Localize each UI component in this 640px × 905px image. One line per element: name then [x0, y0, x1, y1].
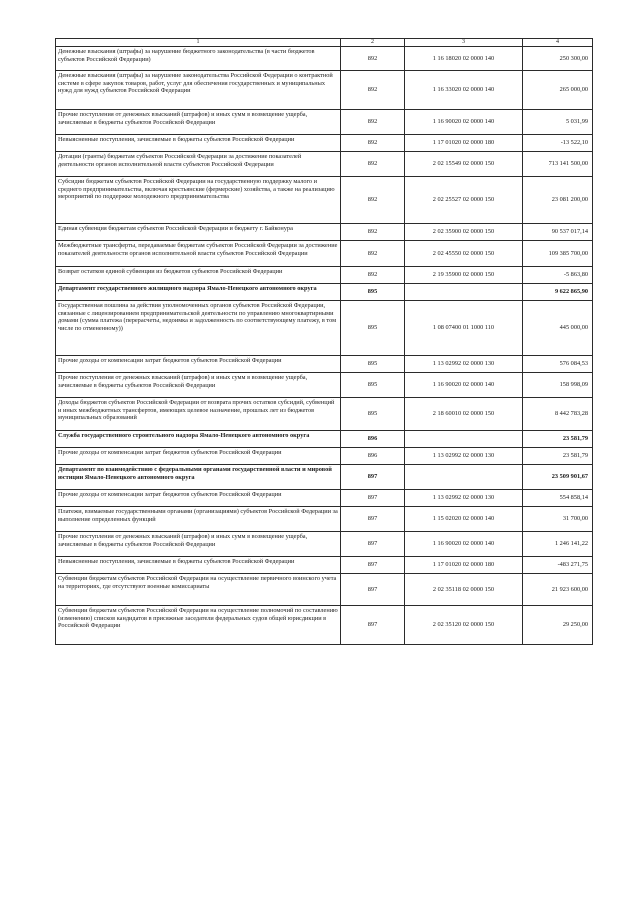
row-budget-code: 2 02 35900 02 0000 150	[405, 224, 523, 241]
row-admin-code: 896	[341, 431, 405, 448]
row-amount: 23 581,79	[523, 448, 593, 465]
row-budget-code: 2 02 25527 02 0000 150	[405, 177, 523, 224]
row-admin-code: 892	[341, 152, 405, 177]
row-admin-code: 896	[341, 448, 405, 465]
row-name: Прочие поступления от денежных взысканий (штрафов) и иных сумм в возмещение ущерба, зачисляемые в бюджеты субъектов Российской Федерации	[56, 373, 341, 398]
row-name: Дотации (гранты) бюджетам субъектов Российской Федерации за достижение показателей деятельности органов исполнительной власти субъектов Российской Федерации	[56, 152, 341, 177]
row-amount: 109 385 700,00	[523, 241, 593, 267]
row-admin-code: 895	[341, 373, 405, 398]
table-row	[56, 267, 593, 284]
row-name: Прочие доходы от компенсации затрат бюджетов субъектов Российской Федерации	[56, 356, 341, 373]
row-name: Единая субвенция бюджетам субъектов Российской Федерации и бюджету г. Байконура	[56, 224, 341, 241]
row-amount: 158 998,09	[523, 373, 593, 398]
row-name: Денежные взыскания (штрафы) за нарушение бюджетного законодательства (в части бюджетов субъектов Российской Федерации)	[56, 47, 341, 71]
row-admin-code: 892	[341, 135, 405, 152]
column-number-4: 4	[523, 39, 593, 47]
row-name: Департамент по взаимодействию с федеральными органами государственной власти и мировой юстиции Ямало-Ненецкого автономного округа	[56, 465, 341, 490]
row-budget-code: 1 13 02992 02 0000 130	[405, 490, 523, 507]
row-amount: 265 000,00	[523, 71, 593, 110]
row-admin-code: 892	[341, 47, 405, 71]
row-admin-code: 897	[341, 557, 405, 574]
table-row	[56, 557, 593, 574]
row-amount: 23 081 200,00	[523, 177, 593, 224]
row-budget-code: 2 18 60010 02 0000 150	[405, 398, 523, 431]
row-admin-code: 892	[341, 71, 405, 110]
row-budget-code: 2 19 35900 02 0000 150	[405, 267, 523, 284]
row-name: Возврат остатков единой субвенции из бюджетов субъектов Российской Федерации	[56, 267, 341, 284]
row-amount: 9 622 865,90	[523, 284, 593, 301]
section-header-row	[56, 431, 593, 448]
table-row	[56, 224, 593, 241]
row-name: Субвенции бюджетам субъектов Российской Федерации на осуществление первичного воинского учета на территориях, где отсутствуют военные комиссариаты	[56, 574, 341, 606]
row-amount: -483 271,75	[523, 557, 593, 574]
table-row	[56, 177, 593, 224]
table-row	[56, 532, 593, 557]
row-budget-code	[405, 431, 523, 448]
row-name: Невыясненные поступления, зачисляемые в бюджеты субъектов Российской Федерации	[56, 557, 341, 574]
row-budget-code: 1 17 01020 02 0000 180	[405, 557, 523, 574]
row-admin-code: 892	[341, 267, 405, 284]
row-budget-code: 2 02 45550 02 0000 150	[405, 241, 523, 267]
row-amount: 445 000,00	[523, 301, 593, 356]
row-name: Доходы бюджетов субъектов Российской Федерации от возврата прочих остатков субсидий, субвенций и иных межбюджетных трансфертов, имеющих целевое назначение, прошлых лет из бюджетов муниципальных образований	[56, 398, 341, 431]
row-amount: 29 250,00	[523, 606, 593, 645]
row-admin-code: 895	[341, 398, 405, 431]
row-amount: 1 246 141,22	[523, 532, 593, 557]
row-budget-code: 1 15 02020 02 0000 140	[405, 507, 523, 532]
table-row	[56, 490, 593, 507]
row-name: Государственная пошлина за действия уполномоченных органов субъектов Российской Федерации, связанные с лицензированием предпринимательской деятельности по управлению многоквартирными домами (сумма платежа (перерасчеты, недоимка и задолженность по соответствующему платежу, в том числе по отмененному))	[56, 301, 341, 356]
table-row	[56, 574, 593, 606]
row-budget-code: 2 02 15549 02 0000 150	[405, 152, 523, 177]
row-amount: -13 522,10	[523, 135, 593, 152]
row-budget-code: 1 16 90020 02 0000 140	[405, 532, 523, 557]
row-admin-code: 892	[341, 224, 405, 241]
row-admin-code: 897	[341, 532, 405, 557]
row-budget-code: 1 17 01020 02 0000 180	[405, 135, 523, 152]
revenue-table	[55, 38, 593, 645]
row-name: Прочие доходы от компенсации затрат бюджетов субъектов Российской Федерации	[56, 490, 341, 507]
row-amount: -5 863,80	[523, 267, 593, 284]
row-amount: 250 300,00	[523, 47, 593, 71]
row-admin-code: 895	[341, 284, 405, 301]
row-budget-code	[405, 284, 523, 301]
row-budget-code: 2 02 35120 02 0000 150	[405, 606, 523, 645]
row-name: Служба государственного строительного надзора Ямало-Ненецкого автономного округа	[56, 431, 341, 448]
table-row	[56, 135, 593, 152]
row-name: Департамент государственного жилищного надзора Ямало-Ненецкого автономного округа	[56, 284, 341, 301]
column-number-row	[56, 39, 593, 47]
row-amount: 31 700,00	[523, 507, 593, 532]
row-admin-code: 897	[341, 490, 405, 507]
row-admin-code: 895	[341, 301, 405, 356]
row-amount: 8 442 783,28	[523, 398, 593, 431]
table-row	[56, 110, 593, 135]
row-amount: 554 858,14	[523, 490, 593, 507]
column-number-1: 1	[56, 39, 341, 47]
row-budget-code: 1 13 02992 02 0000 130	[405, 356, 523, 373]
row-admin-code: 892	[341, 241, 405, 267]
row-amount: 576 084,53	[523, 356, 593, 373]
row-name: Денежные взыскания (штрафы) за нарушение законодательства Российской Федерации о контрактной системе в сфере закупок товаров, работ, услуг для обеспечения государственных и муниципальных нужд для нужд субъектов Российской Федерации	[56, 71, 341, 110]
row-budget-code: 1 16 90020 02 0000 140	[405, 110, 523, 135]
row-amount: 5 031,99	[523, 110, 593, 135]
row-admin-code: 895	[341, 356, 405, 373]
row-budget-code: 2 02 35118 02 0000 150	[405, 574, 523, 606]
row-name: Субсидии бюджетам субъектов Российской Федерации на государственную поддержку малого и среднего предпринимательства, включая крестьянские (фермерские) хозяйства, а также на реализацию мероприятий по поддержке молодежного предпринимательства	[56, 177, 341, 224]
table-row	[56, 47, 593, 71]
document-page	[55, 38, 592, 645]
row-amount: 23 509 901,67	[523, 465, 593, 490]
row-budget-code: 1 16 18020 02 0000 140	[405, 47, 523, 71]
table-row	[56, 448, 593, 465]
row-admin-code: 897	[341, 606, 405, 645]
row-name: Прочие поступления от денежных взысканий (штрафов) и иных сумм в возмещение ущерба, зачисляемые в бюджеты субъектов Российской Федерации	[56, 532, 341, 557]
row-name: Прочие поступления от денежных взысканий (штрафов) и иных сумм в возмещение ущерба, зачисляемые в бюджеты субъектов Российской Федерации	[56, 110, 341, 135]
table-row	[56, 301, 593, 356]
row-amount: 90 537 017,14	[523, 224, 593, 241]
row-admin-code: 897	[341, 465, 405, 490]
row-amount: 23 581,79	[523, 431, 593, 448]
column-number-3: 3	[405, 39, 523, 47]
section-header-row	[56, 284, 593, 301]
row-name: Прочие доходы от компенсации затрат бюджетов субъектов Российской Федерации	[56, 448, 341, 465]
row-budget-code: 1 13 02992 02 0000 130	[405, 448, 523, 465]
row-admin-code: 892	[341, 110, 405, 135]
table-row	[56, 152, 593, 177]
row-admin-code: 892	[341, 177, 405, 224]
table-row	[56, 71, 593, 110]
row-amount: 713 141 500,00	[523, 152, 593, 177]
row-name: Межбюджетные трансферты, передаваемые бюджетам субъектов Российской Федерации за достижение показателей деятельности органов исполнительной власти субъектов Российской Федерации	[56, 241, 341, 267]
table-row	[56, 606, 593, 645]
table-row	[56, 398, 593, 431]
row-admin-code: 897	[341, 574, 405, 606]
row-amount: 21 923 600,00	[523, 574, 593, 606]
row-name: Невыясненные поступления, зачисляемые в бюджеты субъектов Российской Федерации	[56, 135, 341, 152]
row-budget-code: 1 08 07400 01 1000 110	[405, 301, 523, 356]
row-budget-code	[405, 465, 523, 490]
row-budget-code: 1 16 33020 02 0000 140	[405, 71, 523, 110]
table-row	[56, 356, 593, 373]
row-admin-code: 897	[341, 507, 405, 532]
section-header-row	[56, 465, 593, 490]
table-row	[56, 507, 593, 532]
row-name: Субвенции бюджетам субъектов Российской Федерации на осуществление полномочий по составлению (изменению) списков кандидатов в присяжные заседатели федеральных судов общей юрисдикции в Российской Федерации	[56, 606, 341, 645]
row-name: Платежи, взимаемые государственными органами (организациями) субъектов Российской Федерации за выполнение определенных функций	[56, 507, 341, 532]
table-row	[56, 241, 593, 267]
column-number-2: 2	[341, 39, 405, 47]
row-budget-code: 1 16 90020 02 0000 140	[405, 373, 523, 398]
table-row	[56, 373, 593, 398]
